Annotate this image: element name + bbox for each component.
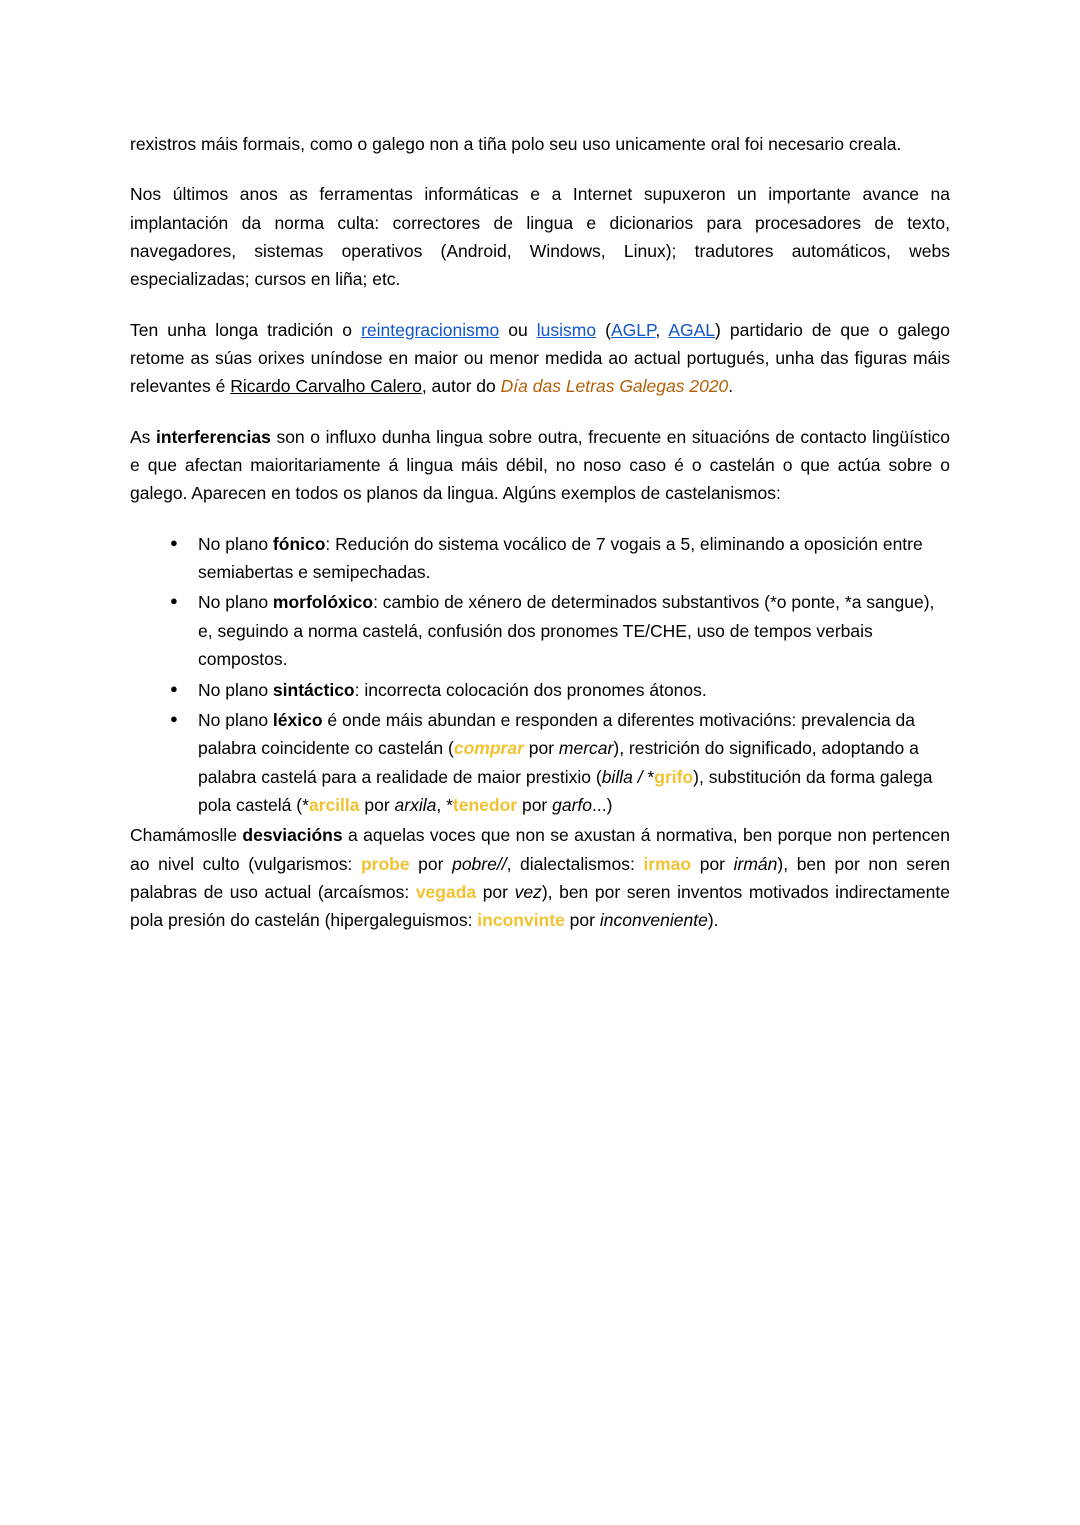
emphasis-vez: vez	[514, 881, 542, 902]
highlight-probe: probe	[360, 853, 410, 874]
highlight-vegada: vegada	[415, 881, 477, 902]
text-segment: ,	[655, 319, 669, 340]
bold-plano-sintactico: sintáctico	[272, 679, 355, 700]
bold-plano-lexico: léxico	[272, 709, 323, 730]
text-segment: , autor do	[421, 376, 501, 397]
paragraph-continuation	[130, 130, 950, 158]
bold-plano-morfoloxico: morfolóxico	[272, 592, 374, 613]
link-lusismo[interactable]: lusismo	[536, 319, 597, 340]
paragraph-interferencias	[130, 423, 950, 508]
text-segment: a aquelas voces que non se axustan á normativa, ben porque non pertencen ao nivel culto (vulgarismos:	[130, 825, 950, 874]
highlight-tenedor: tenedor	[452, 794, 518, 815]
emphasis-arxila: arxila	[394, 794, 437, 815]
text-segment: por	[476, 881, 515, 902]
emphasis-mercar: mercar	[558, 738, 614, 759]
link-agal[interactable]: AGAL	[668, 319, 716, 340]
text-segment: : cambio de xénero de determinados substantivos (*o ponte, *a sangue), e, seguindo a norma castelá, confusión dos pronomes TE/CHE, uso de tempos verbais compostos.	[198, 592, 935, 670]
text-segment: No plano	[198, 709, 273, 730]
text-segment: Chamámoslle	[130, 825, 243, 846]
text-segment: por	[564, 910, 600, 931]
emphasis-irman: irmán	[733, 853, 778, 874]
text-segment: son o influxo dunha lingua sobre outra, frecuente en situacións de contacto lingüístico e que afectan maioritariamente á lingua máis débil, no noso caso é o castelán o que actúa sobre o galego. Aparecen en todos os planos da lingua. Algúns exemplos de castelanismos:	[130, 426, 950, 504]
paragraph-internet-tools-text: Nos últimos anos as ferramentas informáticas e a Internet supuxeron un importante avance na implantación da norma culta: correctores de lingua e dicionarios para procesadores de texto, navegadores, sistemas operativos (Android, Windows, Linux); tradutores automáticos, webs especializadas; cursos en liña; etc.	[130, 184, 950, 290]
link-ricardo-carvalho-calero[interactable]: Ricardo Carvalho Calero	[230, 376, 422, 397]
text-segment: por	[523, 738, 559, 759]
text-segment: por	[691, 853, 734, 874]
text-segment: , dialectalismos:	[506, 853, 644, 874]
link-aglp[interactable]: AGLP	[610, 319, 656, 340]
text-segment: ).	[707, 910, 719, 931]
text-segment: ), restrición do significado, adoptando a palabra castelá para a realidade de maior prestixio (	[198, 738, 919, 787]
paragraph-internet-tools	[130, 180, 950, 293]
paragraph-desviacions	[130, 821, 950, 934]
text-segment: No plano	[198, 533, 273, 554]
list-item	[198, 530, 950, 587]
paragraph-reintegracionismo	[130, 316, 950, 401]
text-segment: ), ben por non seren palabras de uso actual (arcaísmos:	[130, 853, 950, 902]
emphasis-dia-das-letras-galegas: Día das Letras Galegas 2020	[500, 376, 729, 397]
bold-interferencias: interferencias	[156, 426, 271, 447]
text-segment: No plano	[198, 592, 273, 613]
paragraph-continuation-text: rexistros máis formais, como o galego non a tiña polo seu uso unicamente oral foi necesario creala.	[130, 134, 902, 154]
text-segment: ...)	[592, 794, 613, 815]
text-segment: por	[359, 794, 395, 815]
text-segment: ), substitución da forma galega pola castelá (*	[198, 766, 933, 815]
list-item-lexico	[198, 706, 950, 819]
castelanismos-list	[130, 530, 950, 819]
bold-desviacions: desviacións	[242, 825, 343, 846]
list-item	[198, 588, 950, 673]
emphasis-garfo: garfo	[552, 794, 593, 815]
text-segment: : incorrecta colocación dos pronomes átonos.	[354, 679, 707, 700]
bold-plano-fonico: fónico	[272, 533, 326, 554]
text-segment: As	[130, 426, 157, 447]
emphasis-pobre: pobre//	[452, 853, 507, 874]
emphasis-billa: billa /	[601, 766, 643, 787]
text-segment: , *	[436, 794, 453, 815]
text-segment: .	[728, 376, 734, 397]
text-segment: ), ben por seren inventos motivados indirectamente pola presión do castelán (hipergaleguismos:	[130, 881, 950, 931]
text-segment: (	[596, 319, 611, 340]
text-segment: por	[409, 853, 453, 874]
text-segment: ou	[499, 319, 537, 340]
list-item	[198, 676, 950, 704]
link-reintegracionismo[interactable]: reintegracionismo	[361, 319, 500, 340]
text-segment: ) partidario de que o galego retome as súas orixes uníndose en maior ou menor medida ao actual portugués, unha das figuras máis relevantes é	[130, 319, 950, 397]
highlight-grifo: grifo	[654, 766, 694, 787]
text-segment: No plano	[198, 679, 273, 700]
text-segment: por	[517, 794, 553, 815]
highlight-arcilla: arcilla	[308, 794, 360, 815]
text-segment: é onde máis abundan e responden a diferentes motivacións: prevalencia da palabra coincidente co castelán (	[198, 709, 916, 759]
emphasis-inconveniente: inconveniente	[599, 910, 708, 931]
text-segment: : Redución do sistema vocálico de 7 vogais a 5, eliminando a oposición entre semiabertas e semipechadas.	[198, 533, 923, 583]
highlight-inconvinte: inconvinte	[477, 910, 565, 931]
highlight-comprar: comprar	[453, 738, 524, 759]
document-body	[130, 130, 950, 935]
highlight-irmao: irmao	[643, 853, 692, 874]
text-segment: *	[642, 766, 655, 787]
text-segment: Ten unha longa tradición o	[130, 319, 362, 340]
